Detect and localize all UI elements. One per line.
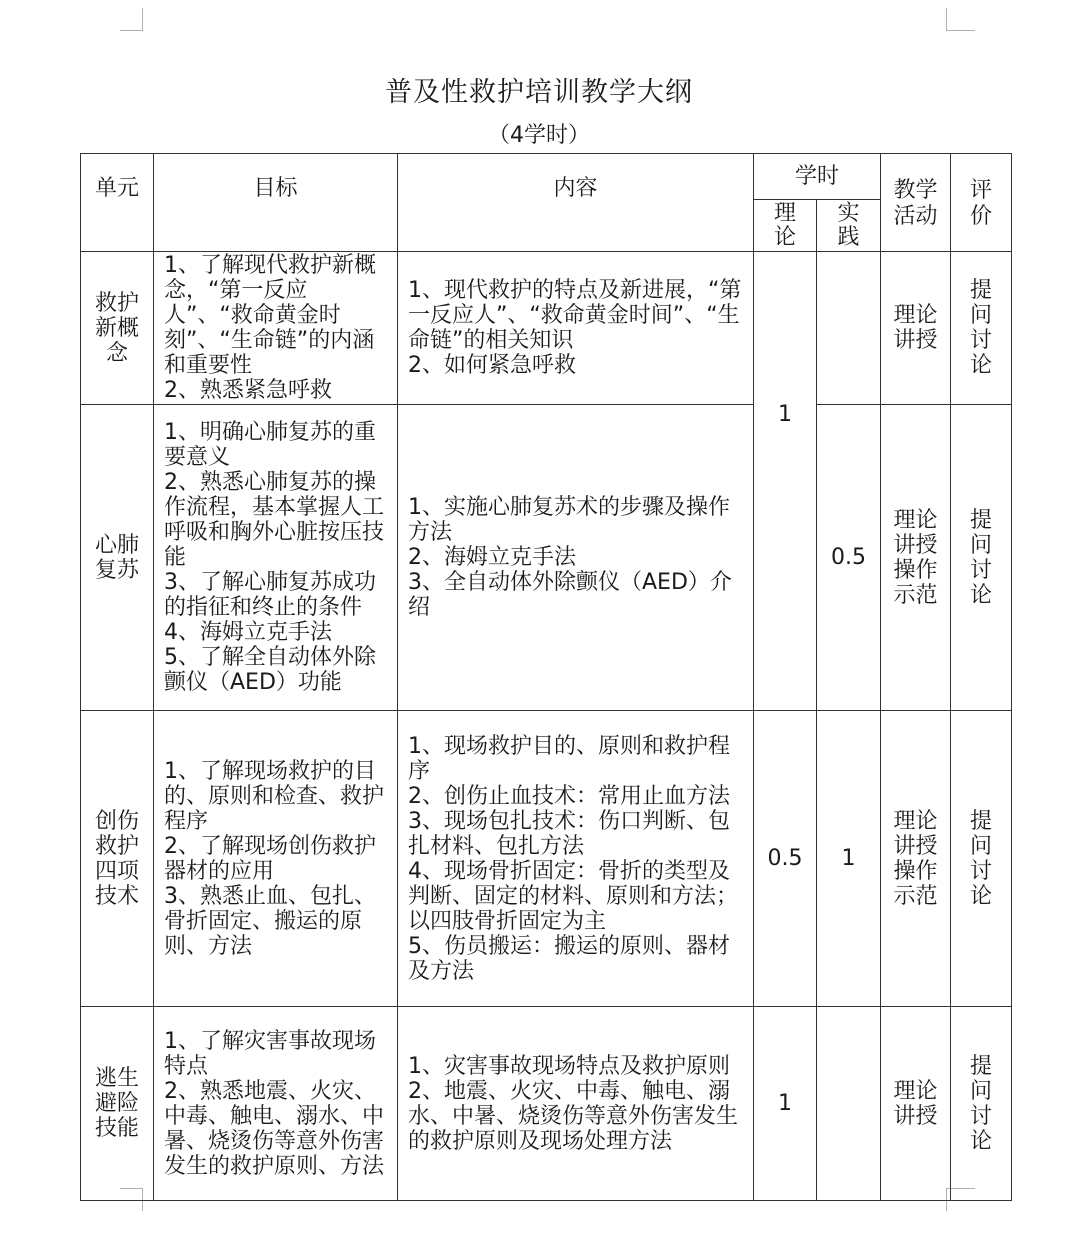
content-cell <box>398 252 754 405</box>
goal-item: 1、明确心肺复苏的重要意义 <box>164 420 376 470</box>
practice-hours-cell: 0.5 <box>817 405 881 711</box>
page-title: 普及性救护培训教学大纲 <box>385 77 693 108</box>
practice-hours-cell <box>817 1007 881 1201</box>
unit-cell: 创伤救护四项技术 <box>81 711 154 1007</box>
content-cell <box>398 711 754 1007</box>
unit-cell: 救护新概念 <box>81 252 154 405</box>
content-item: 4、现场骨折固定：骨折的类型及判断、固定的材料、原则和方法；以四肢骨折固定为主 <box>408 858 739 934</box>
content-item: 2、如何紧急呼救 <box>408 353 576 378</box>
table-row <box>81 252 1012 405</box>
header-practice: 实践 <box>817 200 881 252</box>
crop-mark-top-right <box>946 8 975 31</box>
content-item: 2、海姆立克手法 <box>408 545 576 570</box>
activity-cell: 理论讲授 <box>881 1007 951 1201</box>
practice-hours-cell: 1 <box>817 711 881 1007</box>
goal-item: 2、熟悉紧急呼救 <box>164 378 332 403</box>
content-cell <box>398 405 754 711</box>
header-activity: 教学活动 <box>881 154 951 252</box>
content-item: 1、灾害事故现场特点及救护原则 <box>408 1053 730 1079</box>
goal-cell <box>154 1007 398 1201</box>
theory-hours-cell: 1 <box>754 252 817 711</box>
table-row <box>81 405 1012 711</box>
content-cell <box>398 1007 754 1201</box>
crop-mark-top-left <box>120 8 143 31</box>
activity-cell: 理论讲授操作示范 <box>881 711 951 1007</box>
evaluation-cell: 提问讨论 <box>951 405 1012 711</box>
evaluation-cell: 提问讨论 <box>951 1007 1012 1201</box>
goal-item: 2、了解现场创伤救护器材的应用 <box>164 833 376 884</box>
syllabus-table <box>80 153 1012 1201</box>
unit-cell: 心肺复苏 <box>81 405 154 711</box>
page-subtitle: （4学时） <box>488 123 590 148</box>
header-content: 内容 <box>398 154 754 252</box>
header-hours: 学时 <box>754 154 881 200</box>
theory-hours-cell: 0.5 <box>754 711 817 1007</box>
content-item: 5、伤员搬运：搬运的原则、器材及方法 <box>408 933 730 984</box>
goal-item: 3、了解心肺复苏成功的指征和终止的条件 <box>164 570 376 620</box>
header-unit: 单元 <box>81 154 154 252</box>
header-evaluation: 评价 <box>951 154 1012 252</box>
goal-cell <box>154 252 398 405</box>
content-item: 1、现场救护目的、原则和救护程序 <box>408 733 730 784</box>
goal-item: 5、了解全自动体外除颤仪（AED）功能 <box>164 645 376 695</box>
evaluation-cell: 提问讨论 <box>951 711 1012 1007</box>
activity-cell: 理论讲授 <box>881 252 951 405</box>
theory-hours-cell: 1 <box>754 1007 817 1201</box>
activity-cell: 理论讲授操作示范 <box>881 405 951 711</box>
goal-item: 3、熟悉止血、包扎、骨折固定、搬运的原则、方法 <box>164 883 376 959</box>
goal-item: 2、熟悉心肺复苏的操作流程，基本掌握人工呼吸和胸外心脏按压技能 <box>164 470 385 570</box>
goal-item: 1、了解现场救护的目的、原则和检查、救护程序 <box>164 758 385 834</box>
content-item: 1、现代救护的特点及新进展，“第一反应人”、“救命黄金时间”、“生命链”的相关知识 <box>408 278 742 353</box>
table-row <box>81 1007 1012 1201</box>
goal-item: 1、了解灾害事故现场特点 <box>164 1028 376 1079</box>
goal-item: 2、熟悉地震、火灾、中毒、触电、溺水、中暑、烧烫伤等意外伤害发生的救护原则、方法 <box>164 1078 385 1179</box>
practice-hours-cell <box>817 252 881 405</box>
content-item: 3、现场包扎技术：伤口判断、包扎材料、包扎方法 <box>408 808 730 859</box>
evaluation-cell: 提问讨论 <box>951 252 1012 405</box>
goal-item: 4、海姆立克手法 <box>164 620 332 645</box>
header-theory: 理论 <box>754 200 817 252</box>
content-item: 3、全自动体外除颤仪（AED）介绍 <box>408 570 732 620</box>
goal-item: 1、了解现代救护新概念，“第一反应人”、“救命黄金时刻”、“生命链”的内涵和重要性 <box>164 253 376 378</box>
table-row <box>81 711 1012 1007</box>
header-goal: 目标 <box>154 154 398 252</box>
goal-cell <box>154 405 398 711</box>
unit-cell: 逃生避险技能 <box>81 1007 154 1201</box>
goal-cell <box>154 711 398 1007</box>
content-item: 1、实施心肺复苏术的步骤及操作方法 <box>408 495 730 545</box>
content-item: 2、创伤止血技术：常用止血方法 <box>408 783 730 809</box>
content-item: 2、地震、火灾、中毒、触电、溺水、中暑、烧烫伤等意外伤害发生的救护原则及现场处理方法 <box>408 1078 739 1154</box>
